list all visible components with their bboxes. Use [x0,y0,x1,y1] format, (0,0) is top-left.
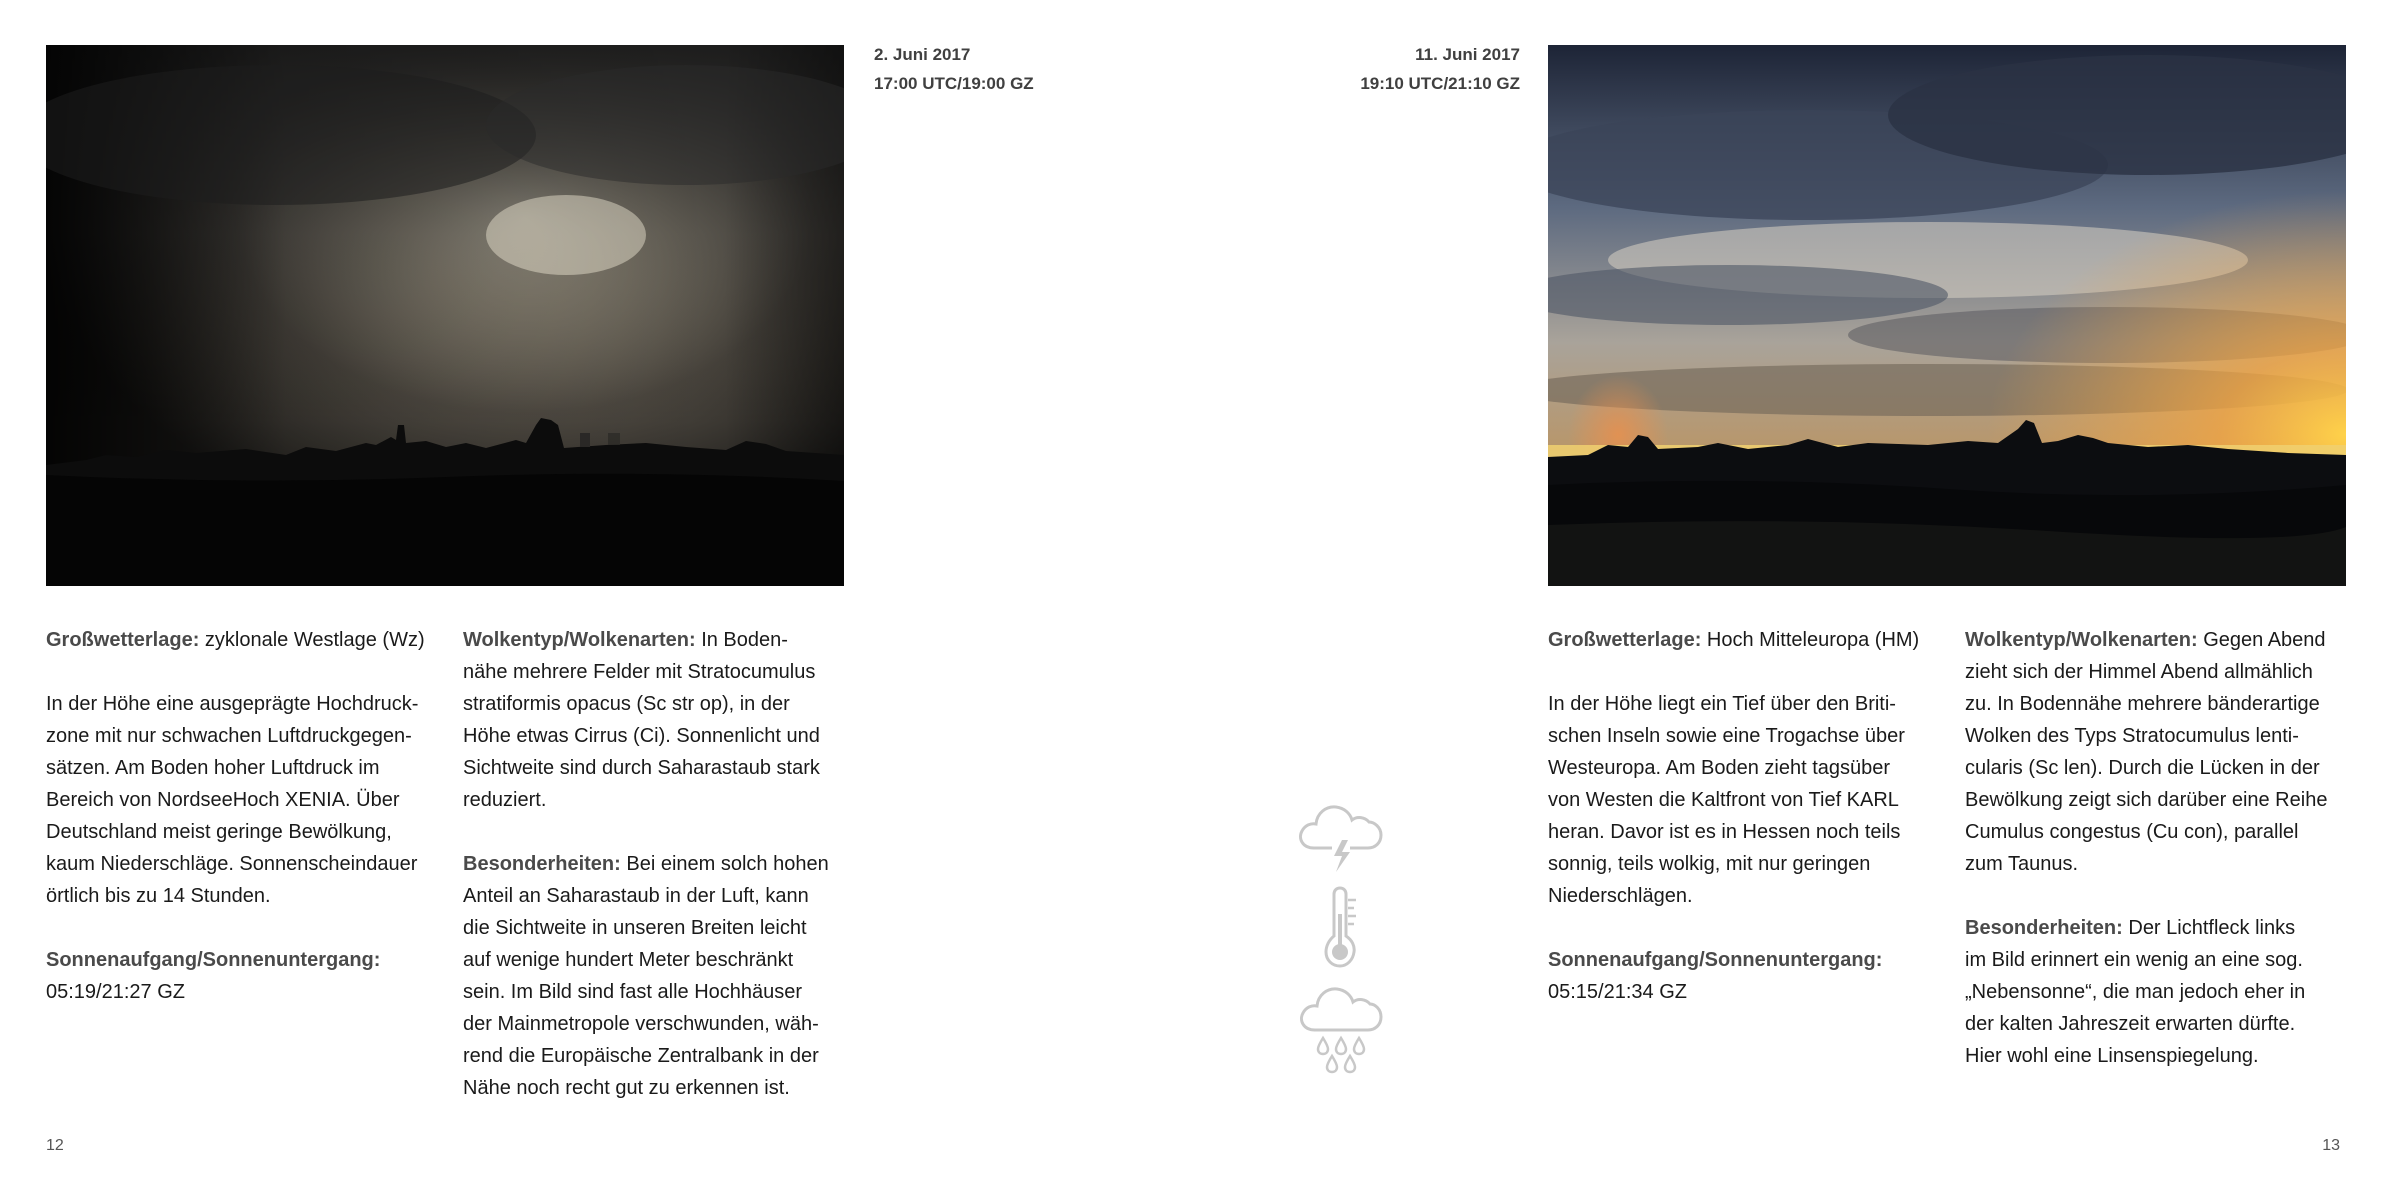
rain-cloud-icon [1295,980,1385,1076]
text-line: von Westen die Kaltfront von Tief KARL [1548,789,1899,811]
text-line: zum Taunus. [1965,853,2079,875]
date-time-left [874,40,1034,98]
grosswetterlage-label-right: Großwetterlage: [1548,629,1702,651]
description-left [46,688,428,912]
weather-icons [1290,788,1390,1076]
besonder-label-right: Besonderheiten: [1965,917,2123,939]
grosswetterlage-value-right: Hoch Mitteleuropa (HM) [1701,629,1920,651]
text-line: der Mainmetropole verschwunden, wäh- [463,1013,819,1035]
text-line: Höhe etwas Cirrus (Ci). Sonnenlicht und [463,725,820,747]
text-line: nähe mehrere Felder mit Stratocumulus [463,661,816,683]
description-right [1548,688,1930,912]
sun-label-left: Sonnenaufgang/Sonnenuntergang: [46,949,381,971]
right-column-weather [1548,624,1930,1040]
date-label-left: 2. Juni 2017 [874,45,971,64]
text-line: zone mit nur schwachen Luftdruckgegen- [46,725,412,747]
text-line: Bereich von NordseeHoch XENIA. Über [46,789,400,811]
text-line: zu. In Bodennähe mehrere bänderartige [1965,693,2320,715]
grosswetterlage-value-left: zyklonale Westlage (Wz) [199,629,425,651]
text-line: Hier wohl eine Linsenspiegelung. [1965,1045,2259,1067]
text-line: In der Höhe eine ausgeprägte Hochdruck- [46,693,419,715]
photo-hazy-skyline [46,45,844,586]
text-line: heran. Davor ist es in Hessen noch teils [1548,821,1901,843]
page-number-left: 12 [46,1137,64,1154]
text-line: Bewölkung zeigt sich darüber eine Reihe [1965,789,2328,811]
thunderstorm-cloud-icon [1294,788,1386,876]
text-line: kaum Niederschläge. Sonnenscheindauer [46,853,418,875]
text-line: die Sichtweite in unseren Breiten leicht [463,917,807,939]
thermometer-icon [1310,886,1370,970]
date-time-right [1360,40,1520,98]
text-line: stratiformis opacus (Sc str op), in der [463,693,790,715]
left-column-clouds [463,624,845,1136]
text-line: auf wenige hundert Meter beschränkt [463,949,794,971]
wolken-label-right: Wolkentyp/Wolkenarten: [1965,629,2198,651]
text-line: In Boden- [695,629,788,651]
left-column-weather [46,624,428,1040]
page-number-right: 13 [2322,1137,2340,1154]
wolken-left [463,624,845,816]
sun-value-right: 05:15/21:34 GZ [1548,981,1687,1003]
text-line: der kalten Jahreszeit erwarten dürfte. [1965,1013,2296,1035]
text-line: zieht sich der Himmel Abend allmählich [1965,661,2313,683]
text-line: reduziert. [463,789,547,811]
time-label-right: 19:10 UTC/21:10 GZ [1360,74,1520,93]
text-line: im Bild erinnert ein wenig an eine sog. [1965,949,2303,971]
text-line: sein. Im Bild sind fast alle Hochhäuser [463,981,803,1003]
grosswetterlage-right [1548,624,1930,656]
text-line: Bei einem solch hohen [620,853,829,875]
text-line: „Nebensonne“, die man jedoch eher in [1965,981,2306,1003]
text-line: In der Höhe liegt ein Tief über den Briti- [1548,693,1896,715]
photo-sunset-skyline [1548,45,2346,586]
grosswetterlage-label-left: Großwetterlage: [46,629,200,651]
besonderheiten-right [1965,912,2345,1072]
wolken-label-left: Wolkentyp/Wolkenarten: [463,629,696,651]
besonder-label-left: Besonderheiten: [463,853,621,875]
date-label-right: 11. Juni 2017 [1415,45,1520,64]
sun-times-left [46,944,428,1008]
sun-label-right: Sonnenaufgang/Sonnenuntergang: [1548,949,1883,971]
text-line: schen Inseln sowie eine Trogachse über [1548,725,1905,747]
text-line: cularis (Sc len). Durch die Lücken in der [1965,757,2320,779]
wolken-right [1965,624,2345,880]
text-line: Nähe noch recht gut zu erkennen ist. [463,1077,790,1099]
text-line: sätzen. Am Boden hoher Luftdruck im [46,757,380,779]
right-column-clouds [1965,624,2345,1104]
text-line: Deutschland meist geringe Bewölkung, [46,821,392,843]
text-line: örtlich bis zu 14 Stunden. [46,885,271,907]
besonderheiten-left [463,848,845,1104]
text-line: Westeuropa. Am Boden zieht tagsüber [1548,757,1891,779]
text-line: Gegen Abend [2197,629,2326,651]
text-line: Niederschlägen. [1548,885,1693,907]
text-line: Wolken des Typs Stratocumulus lenti- [1965,725,2299,747]
sun-times-right [1548,944,1930,1008]
text-line: rend die Europäische Zentralbank in der [463,1045,819,1067]
grosswetterlage-left [46,624,428,656]
text-line: Cumulus congestus (Cu con), parallel [1965,821,2299,843]
text-line: Sichtweite sind durch Saharastaub stark [463,757,820,779]
time-label-left: 17:00 UTC/19:00 GZ [874,74,1034,93]
text-line: Anteil an Saharastaub in der Luft, kann [463,885,809,907]
text-line: sonnig, teils wolkig, mit nur geringen [1548,853,1871,875]
sun-value-left: 05:19/21:27 GZ [46,981,185,1003]
text-line: Der Lichtfleck links [2122,917,2296,939]
